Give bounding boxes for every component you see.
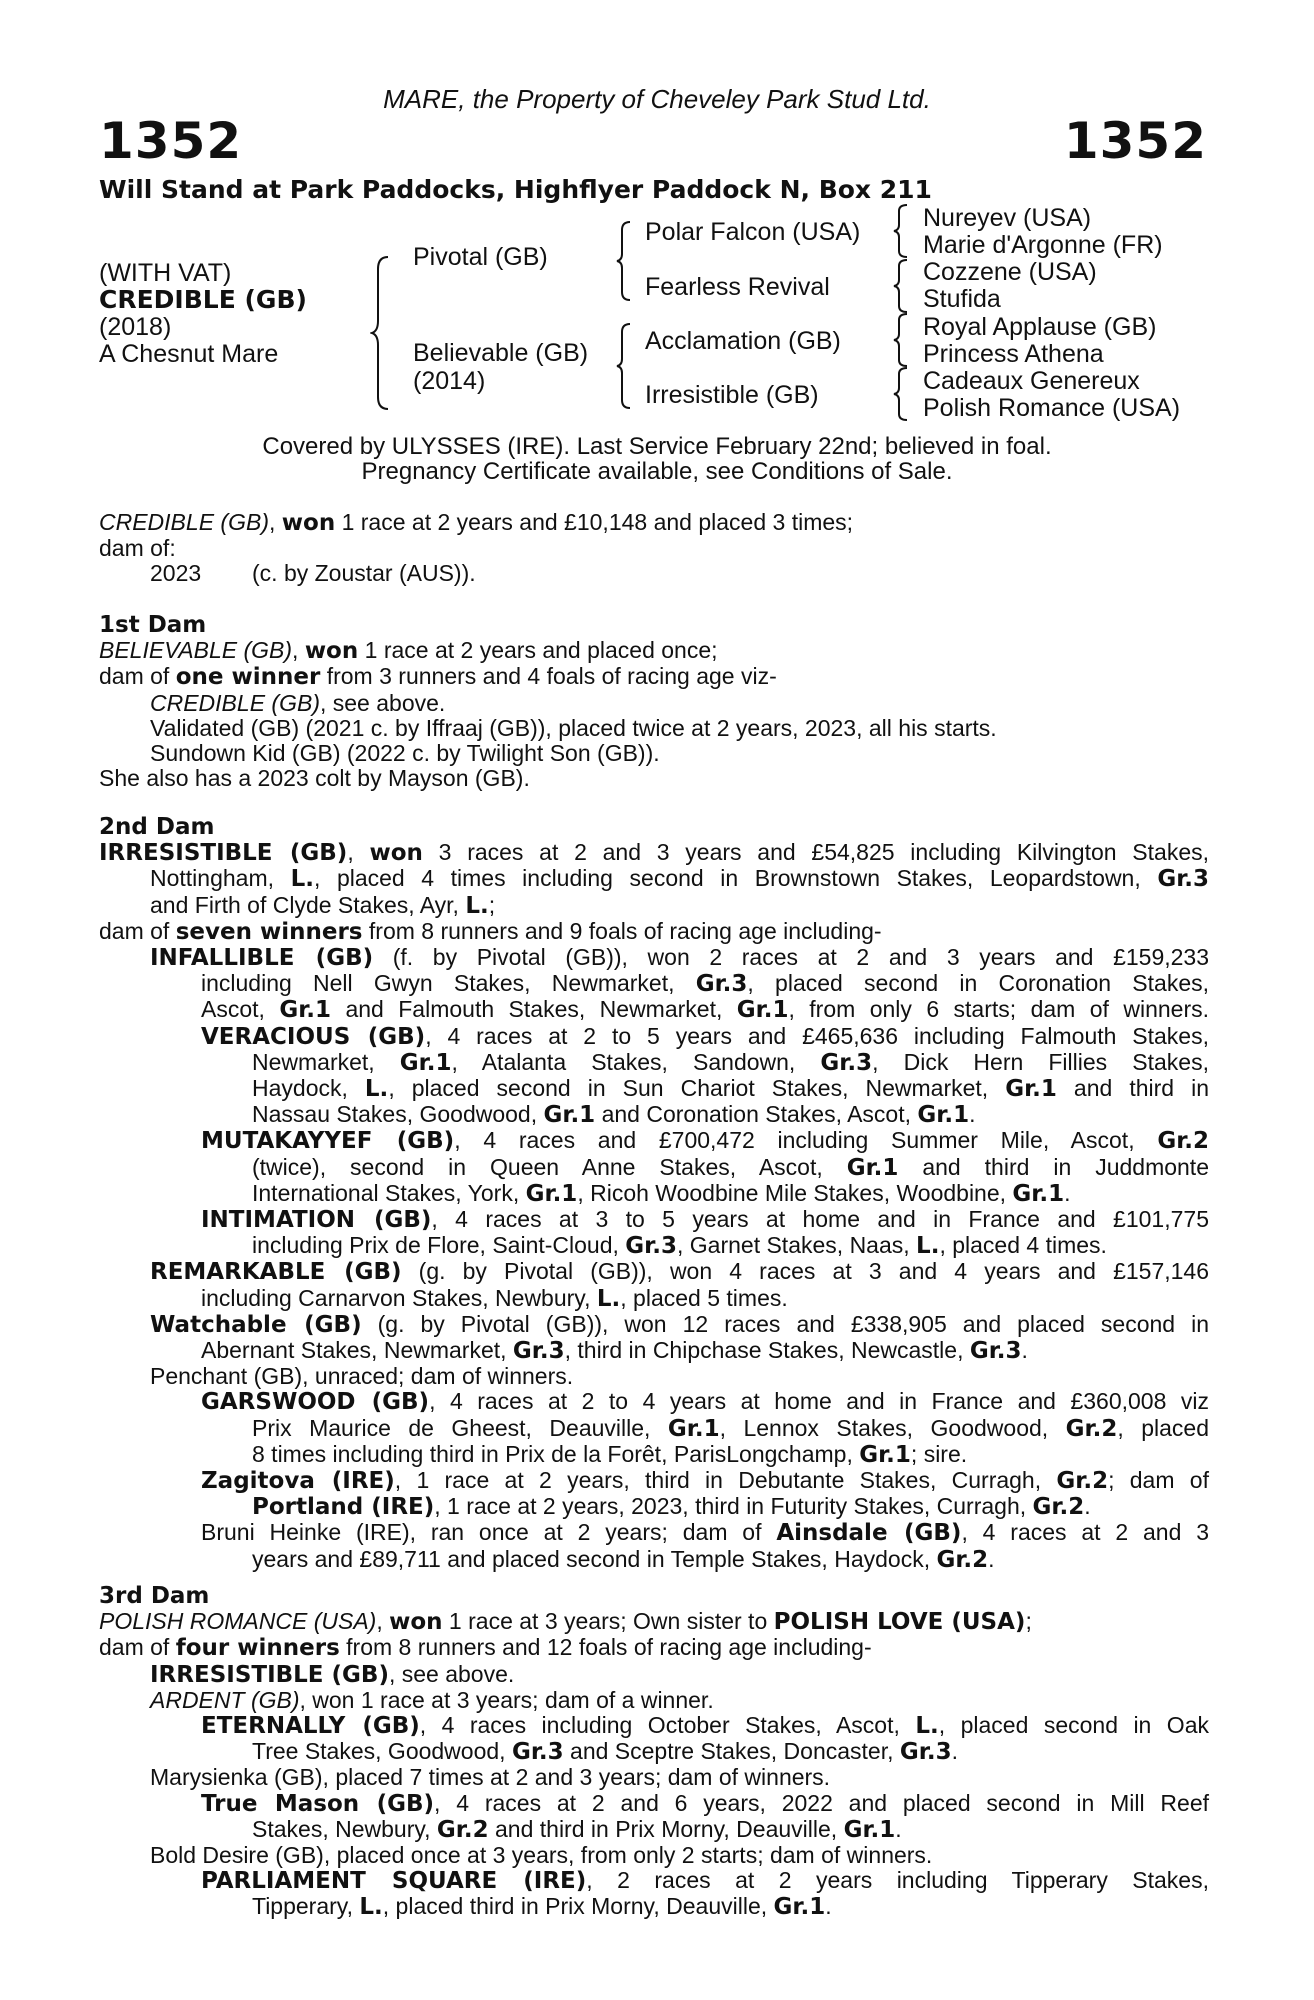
text: . xyxy=(969,1101,976,1128)
first-dam-section: 1st Dam BELIEVABLE (GB), won 1 race at 2 years and placed once; dam of one winner from 3 runners and 4 foals of racing age viz- CREDIBLE (GB), see above. Validated (GB) (2021 c. by Iffraaj (GB)), placed twice at 2 years, 2023, all his starts. Sundown Kid (GB) (2022 c. by Twilight Son (GB)). She also has a 2023 colt by Mayson (GB). xyxy=(99,613,1209,791)
text: Stakes, Newbury, xyxy=(252,1815,437,1842)
text: Tree Stakes, Goodwood, xyxy=(252,1738,512,1765)
text: , Lennox Stakes, Goodwood, xyxy=(719,1414,1066,1441)
grade: Gr.3 xyxy=(695,971,748,998)
first-dam-heading: 1st Dam xyxy=(99,612,207,638)
grade: Gr.3 xyxy=(512,1338,565,1365)
ped-sire: Pivotal (GB) xyxy=(413,243,548,271)
grade: Gr.2 xyxy=(1157,1128,1209,1155)
text: ; xyxy=(1025,1608,1032,1635)
text: , placed 4 times. xyxy=(939,1232,1107,1259)
pedigree-brace-2 xyxy=(892,258,910,314)
first-dam-pre: dam of xyxy=(99,663,176,690)
produce-veracious: VERACIOUS (GB) xyxy=(201,1023,426,1050)
pedigree-brace-dam xyxy=(615,322,633,410)
text: 1 race at 3 years; Own sister to xyxy=(442,1608,774,1635)
produce-eternally: ETERNALLY (GB) xyxy=(201,1713,420,1740)
text: , third in Chipchase Stakes, Newcastle, xyxy=(564,1337,970,1364)
first-dam-post: from 3 runners and 4 foals of racing age viz- xyxy=(320,663,777,690)
grade: Gr.1 xyxy=(846,1154,899,1181)
grade: L. xyxy=(364,1076,389,1103)
ped-dam-year: (2014) xyxy=(413,367,486,395)
covered-line-1: Covered by ULYSSES (IRE). Last Service February 22nd; believed in foal. xyxy=(262,433,1052,460)
text: (g. by Pivotal (GB)), won 4 races at 3 and 4 years and £157,146 xyxy=(401,1258,1210,1285)
grade: Gr.1 xyxy=(843,1816,896,1843)
ped-sire-dam: Fearless Revival xyxy=(645,273,830,301)
text: , 4 races at 3 to 5 years at home and in France and £101,775 xyxy=(431,1206,1209,1233)
first-dam-name: BELIEVABLE (GB) xyxy=(99,637,293,664)
text: , placed second in Oak xyxy=(938,1712,1209,1739)
text: . xyxy=(1064,1179,1071,1206)
produce-garswood: GARSWOOD (GB) xyxy=(201,1389,430,1416)
stand-location: Will Stand at Park Paddocks, Highflyer Paddock N, Box 211 xyxy=(99,175,932,204)
text: and third in Prix Morny, Deauville, xyxy=(488,1815,844,1842)
text: . xyxy=(1021,1337,1028,1364)
first-dam-winners: one winner xyxy=(175,664,321,691)
text: , Dick Hern Fillies Stakes, xyxy=(872,1048,1209,1075)
text: ; xyxy=(488,891,496,918)
text: , placed second in Coronation Stakes, xyxy=(747,970,1210,997)
produce-irresistible: IRRESISTIBLE (GB) xyxy=(150,1661,389,1688)
text: . xyxy=(1084,1493,1091,1520)
text: from 8 runners and 9 foals of racing age including- xyxy=(362,917,882,944)
text: , won 1 race at 3 years; dam of a winner. xyxy=(299,1686,714,1713)
ped-sds: Cozzene (USA) xyxy=(923,258,1097,286)
grade: Gr.2 xyxy=(936,1546,989,1573)
third-dam-section: 3rd Dam POLISH ROMANCE (USA), won 1 race at 3 years; Own sister to POLISH LOVE (USA); dam of four winners from 8 runners and 12 foals of racing age including- IRRESISTIBLE (GB), see above. ARDENT (GB), won 1 race at 3 years; dam of a winner. ETERNALLY (GB), 4 races including October Stakes, Ascot, L., placed second in Oak Tree Stakes, Goodwood, Gr.3 and Sceptre Stakes, Doncaster, Gr.3. Marysienka (GB), placed 7 times at 2 and 3 years; dam of winners. True Mason (GB), 4 races at 2 and 6 years, 2022 and placed second in Mill Reef Stakes, Newbury, Gr.2 and third in Prix Morny, Deauville, Gr.1. Bold Desire (GB), placed once at 3 years, from only 2 starts; dam of winners. PARLIAMENT SQUARE (IRE), 2 races at 2 years including Tipperary Stakes, Tipperary, L., placed third in Prix Morny, Deauville, Gr.1. xyxy=(99,1583,1209,1921)
ped-sdd: Stufida xyxy=(923,285,1001,313)
grade: Gr.3 xyxy=(511,1739,564,1766)
first-dam-produce-1-rest: , see above. xyxy=(319,689,446,716)
ped-dam: Believable (GB) xyxy=(413,339,589,367)
produce-ainsdale: Ainsdale (GB) xyxy=(776,1520,962,1547)
text: , see above. xyxy=(388,1660,515,1687)
text: , 4 races at 2 and 6 years, 2022 and placed second in Mill Reef xyxy=(434,1789,1209,1816)
text: and third in xyxy=(1056,1075,1209,1102)
text: , Garnet Stakes, Naas, xyxy=(676,1232,917,1259)
pedigree-brace-main xyxy=(370,255,392,411)
produce-ardent: ARDENT (GB) xyxy=(150,1686,300,1713)
grade: L. xyxy=(916,1233,940,1260)
text: , 4 races and £700,472 including Summer Mile, Ascot, xyxy=(454,1127,1158,1154)
ped-sss: Nureyev (USA) xyxy=(923,204,1092,232)
produce-mutakayyef: MUTAKAYYEF (GB) xyxy=(201,1128,455,1155)
text: dam of xyxy=(99,1634,176,1661)
text: . xyxy=(895,1815,902,1842)
grade: Gr.3 xyxy=(1157,866,1209,893)
text: and Coronation Stakes, Ascot, xyxy=(595,1101,918,1128)
pedigree-brace-1 xyxy=(892,203,910,259)
pedigree-brace-sire xyxy=(615,220,633,302)
text: Ascot, xyxy=(201,996,280,1023)
produce-bold-desire: Bold Desire (GB), placed once at 3 years, from only 2 starts; dam of winners. xyxy=(150,1842,933,1869)
grade: Gr.1 xyxy=(773,1894,826,1921)
produce-watchable: Watchable (GB) xyxy=(150,1311,362,1338)
first-dam-rest: 1 race at 2 years and placed once; xyxy=(358,637,718,664)
text: . xyxy=(988,1545,995,1572)
grade: Gr.1 xyxy=(667,1415,720,1442)
third-dam-winners: four winners xyxy=(175,1635,340,1662)
text: and Firth of Clyde Stakes, Ayr, xyxy=(150,891,466,918)
text: (g. by Pivotal (GB)), won 12 races and £338,905 and placed second in xyxy=(361,1310,1209,1337)
text: , Atalanta Stakes, Sandown, xyxy=(451,1048,821,1075)
text: , 1 race at 2 years, third in Debutante Stakes, Curragh, xyxy=(394,1467,1057,1494)
intro-section: CREDIBLE (GB), won 1 race at 2 years and £10,148 and placed 3 times; dam of: 2023 (c. by Zoustar (AUS)). xyxy=(99,510,1209,587)
text: Nottingham, xyxy=(150,865,291,892)
vat-label: (WITH VAT) xyxy=(99,259,232,287)
grade: Gr.1 xyxy=(399,1049,452,1076)
second-dam-line-1: 3 races at 2 and 3 years and £54,825 including Kilvington Stakes, xyxy=(422,839,1210,866)
text: Prix Maurice de Gheest, Deauville, xyxy=(252,1414,668,1441)
grade: Gr.1 xyxy=(917,1102,970,1129)
grade: Gr.3 xyxy=(969,1338,1022,1365)
text: , 4 races at 2 and 3 xyxy=(961,1519,1210,1546)
second-dam-winners: seven winners xyxy=(175,918,363,945)
text: including Prix de Flore, Saint-Cloud, xyxy=(252,1232,626,1259)
produce-penchant: Penchant (GB), unraced; dam of winners. xyxy=(150,1363,574,1390)
text: (f. by Pivotal (GB)), won 2 races at 2 and 3 years and £159,233 xyxy=(373,944,1209,971)
first-dam-produce-3: Sundown Kid (GB) (2022 c. by Twilight Son (GB)). xyxy=(150,740,660,767)
grade: L. xyxy=(596,1285,621,1312)
second-dam-won: won xyxy=(369,840,423,867)
intro-dam-of: dam of: xyxy=(99,535,176,562)
pedigree-brace-3 xyxy=(892,312,910,368)
horse-name: CREDIBLE (GB) xyxy=(99,285,307,314)
horse-description: A Chesnut Mare xyxy=(99,340,279,368)
text: years and £89,711 and placed second in Temple Stakes, Haydock, xyxy=(252,1545,937,1572)
intro-rest: 1 race at 2 years and £10,148 and placed 3 times; xyxy=(335,509,854,535)
second-dam-section: 2nd Dam IRRESISTIBLE (GB), won 3 races at 2 and 3 years and £54,825 including Kilvington Stakes, Nottingham, L., placed 4 times including second in Brownstown Stakes, Leopardstown, Gr.3 and Firth of Clyde Stakes, Ayr, L.; dam of seven winners from 8 runners and 9 foals of racing age including- INFALLIBLE (GB) (f. by Pivotal (GB)), won 2 races at 2 and 3 years and £159,233 including Nell Gwyn Stakes, Newmarket, Gr.3, placed second in Coronation Stakes, Ascot, Gr.1 and Falmouth Stakes, Newmarket, Gr.1, from only 6 starts; dam of winners. VERACIOUS (GB), 4 races at 2 to 5 years and £465,636 including Falmouth Stakes, Newmarket, Gr.1, Atalanta Stakes, Sandown, Gr.3, Dick Hern Fillies Stakes, Haydock, L., placed second in Sun Chariot Stakes, Newmarket, Gr.1 and third in Nassau Stakes, Goodwood, Gr.1 and Coronation Stakes, Ascot, Gr.1. MUTAKAYYEF (GB), 4 races and £700,472 including Summer Mile, Ascot, Gr.2 (twice), second in Queen Anne Stakes, Ascot, Gr.1 and third in Juddmonte International Stakes, York, Gr.1, Ricoh Woodbine Mile Stakes, Woodbine, Gr.1. INTIMATION (GB), 4 races at 3 to 5 years at home and in France and £101,775 including Prix de Flore, Saint-Cloud, Gr.3, Garnet Stakes, Naas, L., placed 4 times. REMARKABLE (GB) (g. by Pivotal (GB)), won 4 races at 3 and 4 years and £157,146 including Carnarvon Stakes, Newbury, L., placed 5 times. Watchable (GB) (g. by Pivotal (GB)), won 12 races and £338,905 and placed second in Abernant Stakes, Newmarket, Gr.3, third in Chipchase Stakes, Newcastle, Gr.3. Penchant (GB), unraced; dam of winners. GARSWOOD (GB), 4 races at 2 to 4 years at home and in France and £360,008 viz Prix Maurice de Gheest, Deauville, Gr.1, Lennox Stakes, Goodwood, Gr.2, placed 8 times including third in Prix de la Forêt, ParisLongchamp, Gr.1; sire. Zagitova (IRE), 1 race at 2 years, third in Debutante Stakes, Curragh, Gr.2; dam of Portland (IRE), 1 race at 2 years, 2023, third in Futurity Stakes, Curragh, Gr.2. Bruni Heinke (IRE), ran once at 2 years; dam of Ainsdale (GB), 4 races at 2 and 3 years and £89,711 and placed second in Temple Stakes, Haydock, Gr.2. xyxy=(99,814,1210,1573)
produce-parliament-square: PARLIAMENT SQUARE (IRE) xyxy=(201,1868,587,1895)
text: , 4 races at 2 to 4 years at home and in France and £360,008 viz xyxy=(429,1388,1209,1415)
text: ; sire. xyxy=(910,1440,968,1467)
text: Newmarket, xyxy=(252,1048,400,1075)
covered-line-2: Pregnancy Certificate available, see Conditions of Sale. xyxy=(361,458,953,485)
grade: L. xyxy=(290,866,314,893)
third-dam-sister: POLISH LOVE (USA) xyxy=(773,1609,1026,1636)
text: Nassau Stakes, Goodwood, xyxy=(252,1101,544,1128)
intro-year: 2023 xyxy=(150,560,202,587)
third-dam-name: POLISH ROMANCE (USA) xyxy=(99,1608,377,1635)
grade: L. xyxy=(465,892,489,919)
produce-intimation: INTIMATION (GB) xyxy=(201,1207,432,1234)
grade: L. xyxy=(359,1894,383,1921)
text: , placed 4 times including second in Brownstown Stakes, Leopardstown, xyxy=(313,865,1158,892)
ped-ssd: Marie d'Argonne (FR) xyxy=(923,231,1163,259)
text: , Ricoh Woodbine Mile Stakes, Woodbine, xyxy=(577,1179,1013,1206)
pedigree-brace-4 xyxy=(892,366,910,422)
first-dam-note: She also has a 2023 colt by Mayson (GB). xyxy=(99,765,530,792)
text: , placed 5 times. xyxy=(620,1284,788,1311)
lot-number-right: 1352 xyxy=(1063,112,1207,170)
grade: Gr.1 xyxy=(525,1180,578,1207)
text: , 1 race at 2 years, 2023, third in Futurity Stakes, Curragh, xyxy=(434,1493,1033,1520)
text: ; dam of xyxy=(1108,1467,1209,1494)
text: including Nell Gwyn Stakes, Newmarket, xyxy=(201,970,696,997)
second-dam-name: IRRESISTIBLE (GB) xyxy=(99,840,348,867)
text: from 8 runners and 12 foals of racing age including- xyxy=(339,1634,872,1661)
text: and Sceptre Stakes, Doncaster, xyxy=(563,1738,900,1765)
text: and Falmouth Stakes, Newmarket, xyxy=(331,996,737,1023)
grade: Gr.2 xyxy=(1065,1415,1118,1442)
text: , placed xyxy=(1117,1414,1209,1441)
text: Abernant Stakes, Newmarket, xyxy=(201,1337,513,1364)
text: Haydock, xyxy=(252,1075,365,1102)
text: . xyxy=(951,1738,958,1765)
text: 8 times including third in Prix de la Forêt, ParisLongchamp, xyxy=(252,1440,860,1467)
grade: Gr.2 xyxy=(1056,1468,1109,1495)
text: including Carnarvon Stakes, Newbury, xyxy=(201,1284,597,1311)
intro-foal: (c. by Zoustar (AUS)). xyxy=(252,560,476,587)
second-dam-heading: 2nd Dam xyxy=(99,814,215,840)
third-dam-won: won xyxy=(389,1609,443,1636)
text: and third in Juddmonte xyxy=(898,1153,1209,1180)
produce-true-mason: True Mason (GB) xyxy=(201,1790,435,1817)
produce-bruni-heinke: Bruni Heinke (IRE), ran once at 2 years; dam of xyxy=(201,1519,777,1546)
text: , 4 races at 2 to 5 years and £465,636 including Falmouth Stakes, xyxy=(425,1022,1209,1049)
text: dam of xyxy=(99,917,176,944)
text: International Stakes, York, xyxy=(252,1179,526,1206)
text: , from only 6 starts; dam of winners. xyxy=(788,996,1209,1023)
grade: Gr.1 xyxy=(859,1441,911,1468)
produce-infallible: INFALLIBLE (GB) xyxy=(150,945,374,972)
produce-marysienka: Marysienka (GB), placed 7 times at 2 and 3 years; dam of winners. xyxy=(150,1764,831,1791)
grade: Gr.3 xyxy=(899,1739,952,1766)
intro-won: won xyxy=(281,510,336,536)
ped-dds: Cadeaux Genereux xyxy=(923,367,1140,395)
text: , 4 races including October Stakes, Ascot, xyxy=(419,1712,916,1739)
grade: L. xyxy=(915,1713,939,1740)
first-dam-produce-2: Validated (GB) (2021 c. by Iffraaj (GB)), placed twice at 2 years, 2023, all his starts. xyxy=(150,714,997,741)
first-dam-won: won xyxy=(304,638,359,665)
grade: Gr.2 xyxy=(436,1816,489,1843)
grade: Gr.1 xyxy=(1005,1076,1057,1103)
text: (twice), second in Queen Anne Stakes, Ascot, xyxy=(252,1153,847,1180)
grade: Gr.2 xyxy=(1032,1494,1085,1521)
horse-year: (2018) xyxy=(99,313,172,341)
text: , 2 races at 2 years including Tipperary Stakes, xyxy=(586,1867,1209,1894)
ped-ddd: Polish Romance (USA) xyxy=(923,394,1181,422)
ped-sire-sire: Polar Falcon (USA) xyxy=(645,218,861,246)
grade: Gr.1 xyxy=(736,997,789,1024)
ped-dss: Royal Applause (GB) xyxy=(923,313,1157,341)
text: , placed second in Sun Chariot Stakes, Newmarket, xyxy=(388,1075,1006,1102)
grade: Gr.3 xyxy=(625,1233,677,1260)
ped-dsd: Princess Athena xyxy=(923,340,1104,368)
produce-remarkable: REMARKABLE (GB) xyxy=(150,1259,402,1286)
lot-number-left: 1352 xyxy=(99,112,243,170)
produce-zagitova: Zagitova (IRE) xyxy=(201,1468,395,1495)
third-dam-heading: 3rd Dam xyxy=(99,1583,210,1609)
page-title: MARE, the Property of Cheveley Park Stud Ltd. xyxy=(383,84,931,114)
grade: Gr.1 xyxy=(1012,1180,1065,1207)
intro-name: CREDIBLE (GB) xyxy=(99,509,269,535)
produce-portland: Portland (IRE) xyxy=(252,1494,435,1521)
text: Tipperary, xyxy=(252,1893,360,1920)
first-dam-produce-1: CREDIBLE (GB) xyxy=(150,689,320,716)
ped-dam-sire: Acclamation (GB) xyxy=(645,327,841,355)
text: . xyxy=(825,1893,832,1920)
grade: Gr.1 xyxy=(279,997,332,1024)
ped-dam-dam: Irresistible (GB) xyxy=(645,381,819,409)
grade: Gr.3 xyxy=(820,1049,873,1076)
text: , placed third in Prix Morny, Deauville, xyxy=(382,1893,774,1920)
grade: Gr.1 xyxy=(543,1102,596,1129)
